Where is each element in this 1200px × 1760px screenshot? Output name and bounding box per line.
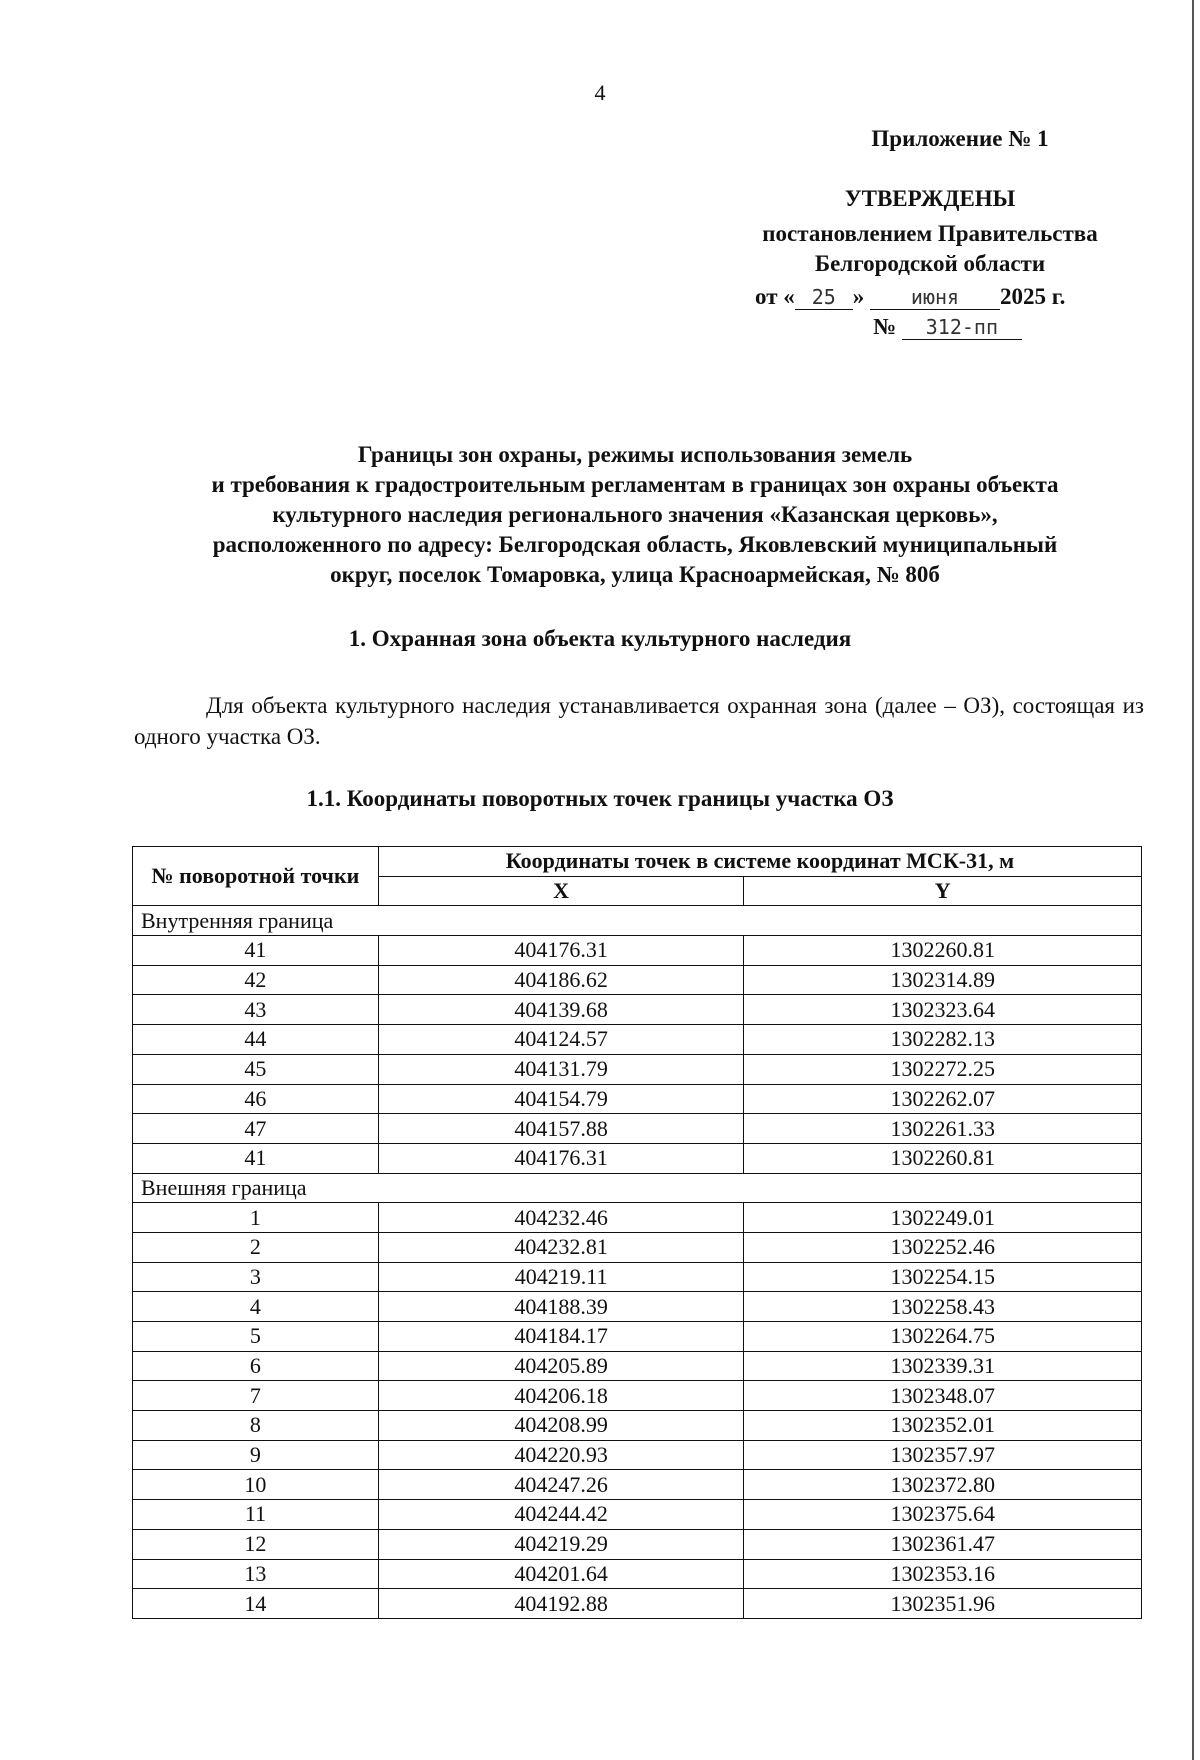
point-number-cell: 9 [133, 1440, 379, 1470]
document-title [120, 440, 1150, 590]
date-month: июня [870, 285, 1000, 310]
table-row [133, 1470, 1142, 1500]
page-number: 4 [594, 80, 606, 105]
point-number-cell: 46 [133, 1084, 379, 1114]
x-coordinate-cell: 404206.18 [378, 1381, 744, 1411]
x-coordinate-cell: 404188.39 [378, 1292, 744, 1322]
table-row [133, 995, 1142, 1025]
table-row [133, 1143, 1142, 1173]
date-year: 2025 г. [1000, 284, 1066, 309]
approved-by-line1: постановлением Правительства [762, 221, 1098, 246]
document-title-line: Границы зон охраны, режимы использования земель [357, 442, 913, 467]
x-coordinate-cell: 404184.17 [378, 1322, 744, 1352]
x-coordinate-cell: 404219.29 [378, 1529, 744, 1559]
table-group-row [133, 906, 1142, 936]
body-paragraph [134, 690, 1144, 752]
group-label: Внутренняя граница [133, 906, 1142, 936]
point-number-cell: 13 [133, 1559, 379, 1589]
y-coordinate-cell: 1302254.15 [744, 1262, 1142, 1292]
point-number-cell: 7 [133, 1381, 379, 1411]
approved-by-line2: Белгородской области [814, 251, 1046, 276]
scan-edge-line [1192, 0, 1194, 1760]
x-coordinate-cell: 404232.46 [378, 1203, 744, 1233]
approved-heading: УТВЕРЖДЕНЫ [844, 186, 1016, 211]
document-title-line: культурного наследия регионального значения «Казанская церковь», [272, 502, 998, 527]
point-number-cell: 12 [133, 1529, 379, 1559]
date-prefix: от « [755, 284, 795, 309]
table-row [133, 936, 1142, 966]
point-number-cell: 6 [133, 1351, 379, 1381]
x-coordinate-cell: 404131.79 [378, 1054, 744, 1084]
subsection-heading: 1.1. Координаты поворотных точек границы участка ОЗ [306, 786, 894, 811]
point-number-cell: 45 [133, 1054, 379, 1084]
date-day: 25 [795, 285, 853, 310]
y-coordinate-cell: 1302323.64 [744, 995, 1142, 1025]
table-row [133, 1351, 1142, 1381]
y-coordinate-cell: 1302258.43 [744, 1292, 1142, 1322]
y-coordinate-cell: 1302264.75 [744, 1322, 1142, 1352]
table-row [133, 1025, 1142, 1055]
x-coordinate-cell: 404139.68 [378, 995, 744, 1025]
x-coordinate-cell: 404201.64 [378, 1559, 744, 1589]
point-number-cell: 47 [133, 1114, 379, 1144]
point-number-cell: 8 [133, 1411, 379, 1441]
x-coordinate-cell: 404192.88 [378, 1589, 744, 1619]
table-row [133, 1054, 1142, 1084]
table-row [133, 1084, 1142, 1114]
point-number-cell: 14 [133, 1589, 379, 1619]
point-number-cell: 43 [133, 995, 379, 1025]
table-row [133, 965, 1142, 995]
point-number-cell: 41 [133, 1143, 379, 1173]
x-coordinate-cell: 404205.89 [378, 1351, 744, 1381]
y-coordinate-cell: 1302361.47 [744, 1529, 1142, 1559]
table-row [133, 1203, 1142, 1233]
header-coordinates: Координаты точек в системе координат МСК-31, м [378, 847, 1141, 877]
x-coordinate-cell: 404220.93 [378, 1440, 744, 1470]
y-coordinate-cell: 1302252.46 [744, 1232, 1142, 1262]
group-label: Внешняя граница [133, 1173, 1142, 1203]
x-coordinate-cell: 404176.31 [378, 936, 744, 966]
date-mid: » [852, 284, 865, 309]
y-coordinate-cell: 1302260.81 [744, 1143, 1142, 1173]
paragraph-text: Для объекта культурного наследия устанавливается охранная зона (далее – ОЗ), состоящая из одного участка ОЗ. [134, 693, 1144, 749]
y-coordinate-cell: 1302375.64 [744, 1500, 1142, 1530]
approval-date-line [755, 284, 1065, 310]
y-coordinate-cell: 1302314.89 [744, 965, 1142, 995]
point-number-cell: 2 [133, 1232, 379, 1262]
y-coordinate-cell: 1302352.01 [744, 1411, 1142, 1441]
point-number-cell: 3 [133, 1262, 379, 1292]
number-prefix: № [873, 314, 897, 339]
document-title-line: расположенного по адресу: Белгородская область, Яковлевский муниципальный [212, 532, 1058, 557]
y-coordinate-cell: 1302357.97 [744, 1440, 1142, 1470]
point-number-cell: 42 [133, 965, 379, 995]
table-row [133, 1589, 1142, 1619]
x-coordinate-cell: 404247.26 [378, 1470, 744, 1500]
table-row [133, 1232, 1142, 1262]
x-coordinate-cell: 404244.42 [378, 1500, 744, 1530]
table-row [133, 1292, 1142, 1322]
table-row [133, 1500, 1142, 1530]
point-number-cell: 4 [133, 1292, 379, 1322]
table-row [133, 1381, 1142, 1411]
point-number-cell: 5 [133, 1322, 379, 1352]
table-row [133, 1262, 1142, 1292]
point-number-cell: 41 [133, 936, 379, 966]
table-row [133, 1440, 1142, 1470]
appendix-title: Приложение № 1 [871, 126, 1049, 151]
x-coordinate-cell: 404124.57 [378, 1025, 744, 1055]
y-coordinate-cell: 1302260.81 [744, 936, 1142, 966]
x-coordinate-cell: 404232.81 [378, 1232, 744, 1262]
header-y: Y [744, 876, 1142, 906]
point-number-cell: 11 [133, 1500, 379, 1530]
y-coordinate-cell: 1302249.01 [744, 1203, 1142, 1233]
x-coordinate-cell: 404157.88 [378, 1114, 744, 1144]
document-title-line: и требования к градостроительным регламентам в границах зон охраны объекта [211, 472, 1059, 497]
point-number-cell: 1 [133, 1203, 379, 1233]
document-title-line: округ, поселок Томаровка, улица Красноармейская, № 80б [330, 562, 940, 587]
x-coordinate-cell: 404219.11 [378, 1262, 744, 1292]
table-row [133, 1114, 1142, 1144]
point-number-cell: 44 [133, 1025, 379, 1055]
table-row [133, 1559, 1142, 1589]
x-coordinate-cell: 404154.79 [378, 1084, 744, 1114]
y-coordinate-cell: 1302353.16 [744, 1559, 1142, 1589]
y-coordinate-cell: 1302348.07 [744, 1381, 1142, 1411]
header-point-number: № поворотной точки [133, 847, 379, 906]
coordinates-table [132, 846, 1142, 1619]
y-coordinate-cell: 1302261.33 [744, 1114, 1142, 1144]
point-number-cell: 10 [133, 1470, 379, 1500]
table-row [133, 1529, 1142, 1559]
x-coordinate-cell: 404176.31 [378, 1143, 744, 1173]
approval-number-line [873, 314, 1022, 340]
y-coordinate-cell: 1302272.25 [744, 1054, 1142, 1084]
y-coordinate-cell: 1302282.13 [744, 1025, 1142, 1055]
y-coordinate-cell: 1302372.80 [744, 1470, 1142, 1500]
y-coordinate-cell: 1302339.31 [744, 1351, 1142, 1381]
y-coordinate-cell: 1302351.96 [744, 1589, 1142, 1619]
x-coordinate-cell: 404186.62 [378, 965, 744, 995]
number-value: 312-пп [902, 315, 1022, 340]
table-row [133, 1322, 1142, 1352]
x-coordinate-cell: 404208.99 [378, 1411, 744, 1441]
section-heading: 1. Охранная зона объекта культурного наследия [348, 626, 852, 651]
table-group-row [133, 1173, 1142, 1203]
y-coordinate-cell: 1302262.07 [744, 1084, 1142, 1114]
table-row [133, 1411, 1142, 1441]
header-x: X [378, 876, 744, 906]
